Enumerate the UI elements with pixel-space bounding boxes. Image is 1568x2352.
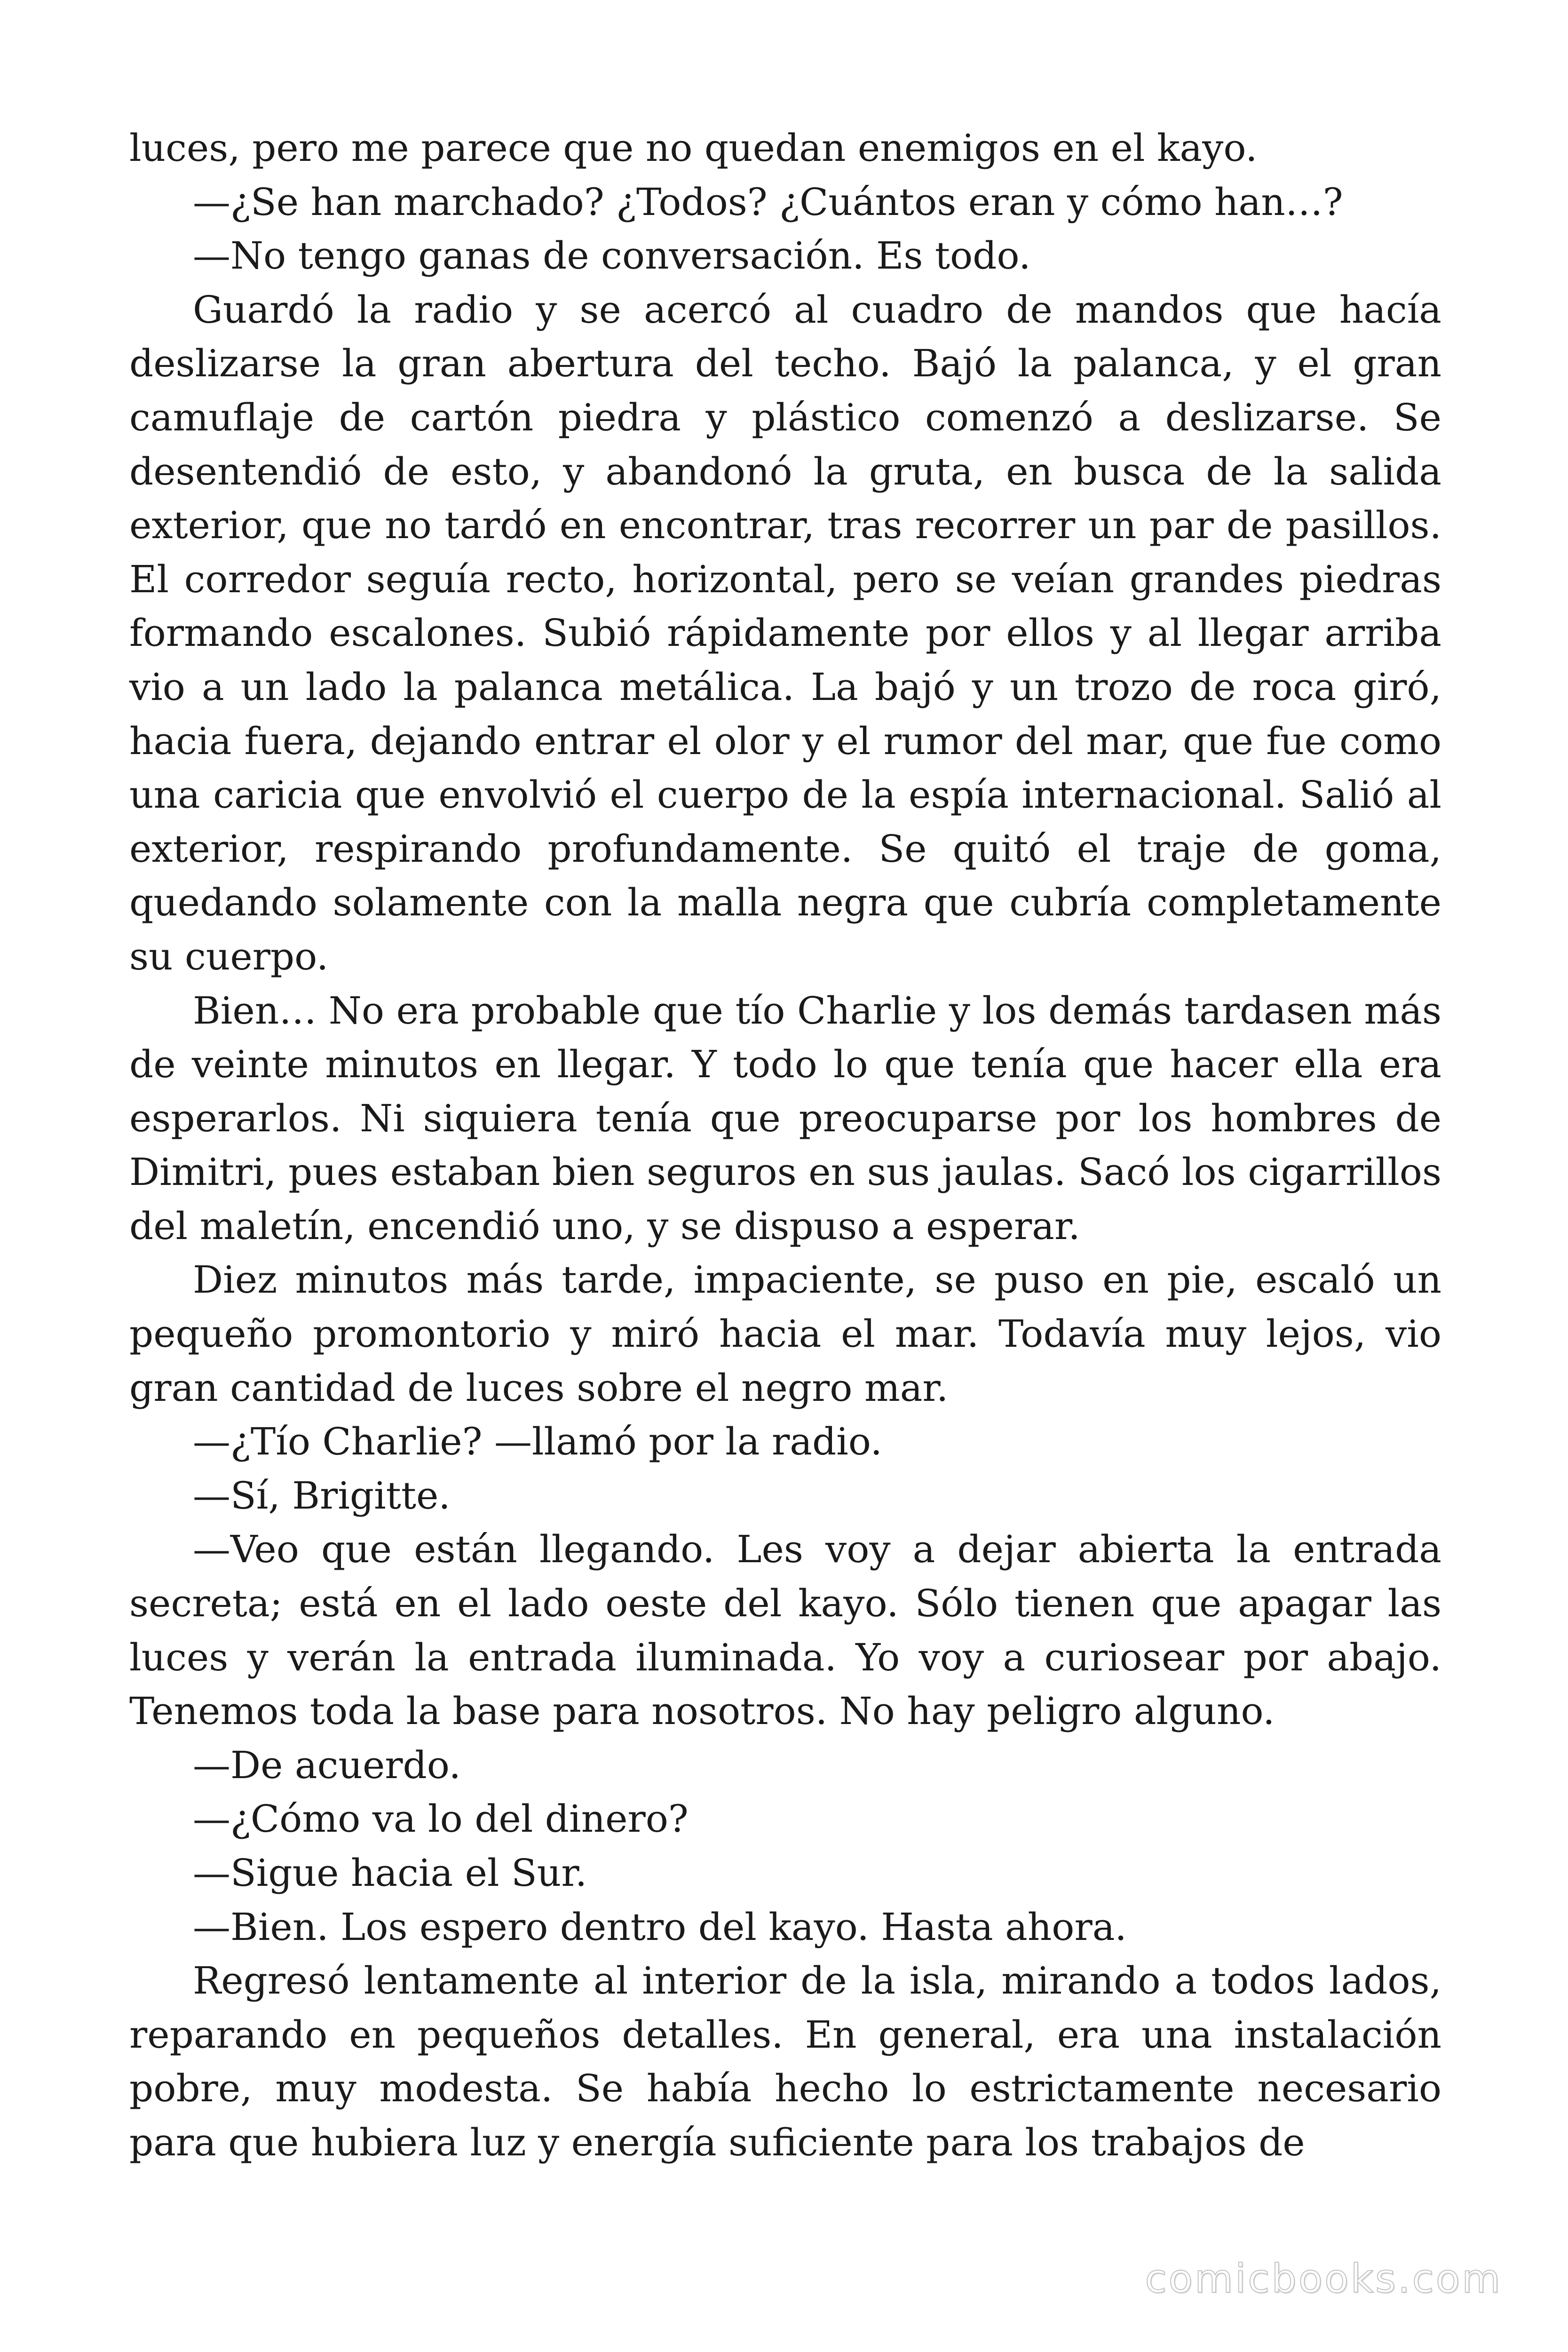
paragraph: Guardó la radio y se acercó al cuadro de mandos que hacía deslizarse la gran abertura del techo. Bajó la palanca, y el gran camuflaje de cartón piedra y plástico comenzó a deslizarse. Se desentendió de esto, y abandonó la gruta, en busca de la salida exterior, que no tardó en encontrar, tras recorrer un par de pasillos. El corredor seguía recto, horizontal, pero se veían grandes piedras formando escalones. Subió rápidamente por ellos y al llegar arriba vio a un lado la palanca metálica. La bajó y un trozo de roca giró, hacia fuera, dejando entrar el olor y el rumor del mar, que fue como una caricia que envolvió el cuerpo de la espía internacional. Salió al exterior, respirando profundamente. Se quitó el traje de goma, quedando solamente con la malla negra que cubría completamente su cuerpo. <box>129 287 1441 978</box>
dialogue-line: —Sigue hacia el Sur. <box>193 1851 587 1895</box>
paragraph: Bien… No era probable que tío Charlie y los demás tardasen más de veinte minutos en llegar. Y todo lo que tenía que hacer ella era esperarlos. Ni siquiera tenía que preocuparse por los hombres de Dimitri, pues estaban bien seguros en sus jaulas. Sacó los cigarrillos del maletín, encendió uno, y se dispuso a esperar. <box>129 988 1441 1248</box>
dialogue-line: —Bien. Los espero dentro del kayo. Hasta ahora. <box>193 1905 1127 1949</box>
dialogue-line: —De acuerdo. <box>193 1743 461 1787</box>
dialogue-line: —Sí, Brigitte. <box>193 1473 451 1518</box>
dialogue-line: —No tengo ganas de conversación. Es todo. <box>193 234 1031 278</box>
paragraph-continuation: luces, pero me parece que no quedan enemigos en el kayo. <box>129 126 1258 170</box>
paragraph: Diez minutos más tarde, impaciente, se puso en pie, escaló un pequeño promontorio y miró hacia el mar. Todavía muy lejos, vio gran cantidad de luces sobre el negro mar. <box>129 1258 1441 1410</box>
dialogue-line: —¿Cómo va lo del dinero? <box>193 1797 689 1841</box>
paragraph: Regresó lentamente al interior de la isla, mirando a todos lados, reparando en pequeños detalles. En general, era una instalación pobre, muy modesta. Se había hecho lo estrictamente necesario para que hubiera luz y energía suficiente para los trabajos de <box>129 1959 1441 2164</box>
dialogue-line: —¿Tío Charlie? —llamó por la radio. <box>193 1420 882 1464</box>
dialogue-line: —Veo que están llegando. Les voy a dejar abierta la entrada secreta; está en el lado oeste del kayo. Sólo tienen que apagar las luces y verán la entrada iluminada. Yo voy a curiosear por abajo. Tenemos toda la base para nosotros. No hay peligro alguno. <box>129 1527 1441 1733</box>
watermark: comicbooks.com <box>1145 2256 1502 2302</box>
dialogue-line: —¿Se han marchado? ¿Todos? ¿Cuántos eran y cómo han…? <box>193 180 1343 224</box>
body-text <box>129 121 1441 2170</box>
